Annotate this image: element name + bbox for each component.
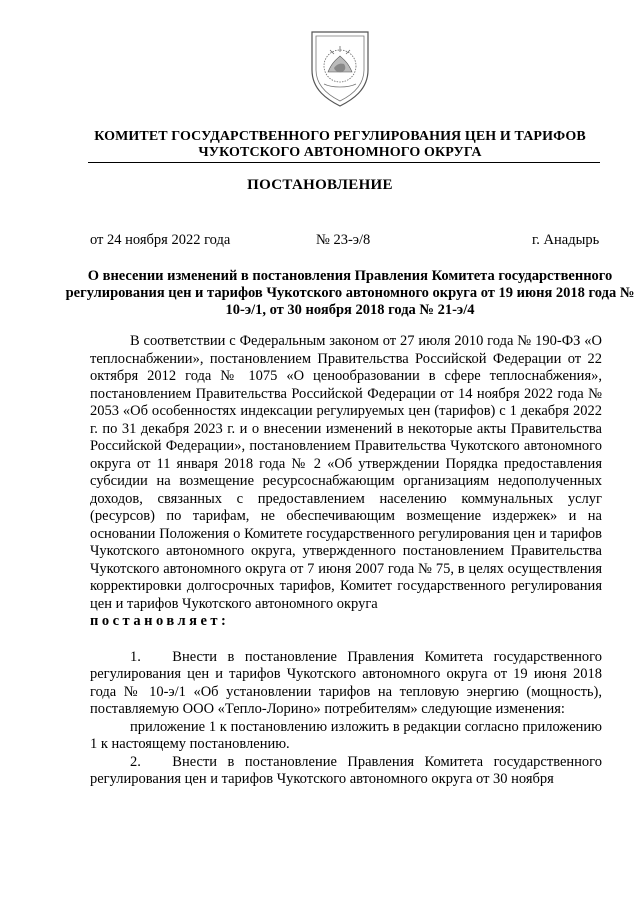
document-body — [90, 333, 602, 789]
preamble-paragraph: В соответствии с Федеральным законом от 27 июля 2010 года № 190-ФЗ «О теплоснабжении», постановлением Правительства Российской Федерации от 22 октября 2012 года № 1075 «О ценообразовании в сфере теплоснабжения», постановлением Правительства Российской Федерации от 14 ноября 2022 года № 2053 «Об особенностях индексации регулируемых цен (тарифов) с 1 декабря 2022 г. по 31 декабря 2023 г. и о внесении изменений в некоторые акты Правительства Российской Федерации», постановлением Правительства Чукотского автономного округа от 11 января 2018 года № 2 «Об утверждении Порядка предоставления субсидии на возмещение ресурсоснабжающим организациям недополученных доходов, связанных с предоставлением населению коммунальных услуг (ресурсов) по тарифам, не обеспечивающим возмещение издержек» и на основании Положения о Комитете государственного регулирования цен и тарифов Чукотского автономного округа, утвержденного постановлением Правительства Чукотского автономного округа от 7 июня 2007 года № 75, в целях осуществления корректировки долгосрочных тарифов, Комитет государственного регулирования цен и тарифов Чукотского автономного округа — [90, 333, 602, 612]
document-subject: О внесении изменений в постановления Правления Комитета государственного регулирования цен и тарифов Чукотского автономного округа от 19 июня 2018 года № 10-э/1, от 30 ноября 2018 года № 21-э/4 — [65, 268, 635, 318]
document-date: от 24 ноября 2022 года — [90, 232, 231, 248]
org-name-line2: ЧУКОТСКОГО АВТОНОМНОГО ОКРУГА — [198, 145, 482, 160]
resolution-items — [90, 649, 602, 789]
org-name-line1: КОМИТЕТ ГОСУДАРСТВЕННОГО РЕГУЛИРОВАНИЯ ЦЕН И ТАРИФОВ — [94, 129, 586, 144]
item-1: 1. Внести в постановление Правления Комитета государственного регулирования цен и тарифов Чукотского автономного округа от 19 июня 2018 года № 10-э/1 «Об установлении тарифов на тепловую энергию (мощность), поставляемую ООО «Тепло-Лорино» потребителям» следующие изменения: — [90, 648, 602, 717]
coat-of-arms-icon — [304, 26, 376, 110]
document-place: г. Анадырь — [532, 232, 600, 248]
resolves-heading: постановляет: — [90, 613, 230, 629]
document-number: № 23-э/8 — [316, 232, 371, 248]
item-2: 2. Внести в постановление Правления Комитета государственного регулирования цен и тарифов Чукотского автономного округа от 30 ноября — [90, 753, 602, 787]
item-1-sub: приложение 1 к постановлению изложить в редакции согласно приложению 1 к настоящему постановлению. — [90, 718, 602, 752]
header-divider — [88, 162, 600, 163]
document-type: ПОСТАНОВЛЕНИЕ — [247, 177, 393, 193]
